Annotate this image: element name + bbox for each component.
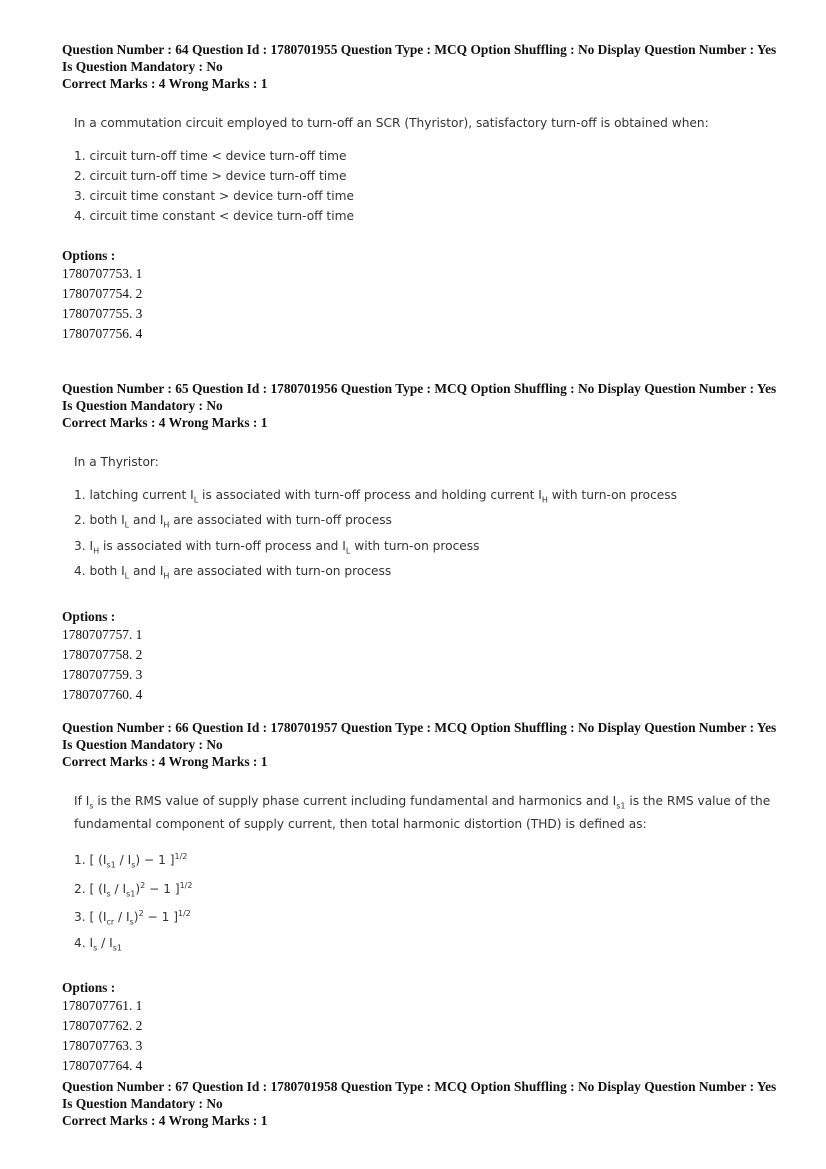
marks-line: Correct Marks : 4 Wrong Marks : 1 (62, 754, 268, 769)
option-item: 1780707755. 3 (62, 306, 143, 321)
option-item: 1780707753. 1 (62, 266, 143, 281)
option-item: 1780707754. 2 (62, 286, 143, 301)
choice-item: 1. [ $(I_{s1} / I_s) - 1$ ]$^{1/2}$ (74, 852, 188, 870)
mandatory-line: Is Question Mandatory : No (62, 59, 223, 74)
question-header (62, 41, 792, 92)
question-stem: If $I_s$ is the RMS value of supply phase current including fundamental and harmonics and $I_{s1}$ is the RMS value of the fundamental component of supply current, then total harmonic distortion (THD) is defined as: (74, 794, 771, 832)
options-label: Options : (62, 248, 116, 263)
mandatory-line: Is Question Mandatory : No (62, 398, 223, 413)
question-meta-line: Question Number : 67 Question Id : 1780701958 Question Type : MCQ Option Shuffling : No Display Question Number : Yes (62, 1079, 777, 1094)
option-item: 1780707756. 4 (62, 326, 143, 341)
option-item: 1780707760. 4 (62, 686, 143, 702)
options-section (62, 980, 792, 1076)
question-meta-line: Question Number : 66 Question Id : 1780701957 Question Type : MCQ Option Shuffling : No Display Question Number : Yes (62, 720, 777, 735)
mandatory-line: Is Question Mandatory : No (62, 1096, 223, 1111)
choice-item: 3. [ $(I_{cr} / I_s)^2 - 1$ ]$^{1/2}$ (74, 909, 191, 927)
question-body (74, 792, 792, 958)
choice-item: 1. circuit turn-off time < device turn-off time (74, 149, 347, 163)
option-item: 1780707764. 4 (62, 1058, 143, 1074)
question-meta-line: Question Number : 65 Question Id : 1780701956 Question Type : MCQ Option Shuffling : No Display Question Number : Yes (62, 381, 777, 396)
options-label: Options : (62, 980, 116, 996)
choice-item: 2. both $I_L$ and $I_H$ are associated with turn-off process (74, 513, 392, 530)
choice-item: 3. $I_H$ is associated with turn-off process and $I_L$ with turn-on process (74, 538, 480, 556)
option-item: 1780707759. 3 (62, 666, 143, 682)
choice-item: 4. $I_s / I_{s1}$ (74, 935, 122, 953)
question-body (74, 453, 792, 587)
question-meta-line: Question Number : 64 Question Id : 1780701955 Question Type : MCQ Option Shuffling : No Display Question Number : Yes (62, 42, 777, 57)
mandatory-line: Is Question Mandatory : No (62, 737, 223, 752)
choice-item: 4. circuit time constant < device turn-off time (74, 209, 354, 223)
choice-item: 4. both $I_L$ and $I_H$ are associated with turn-on process (74, 564, 392, 581)
choice-item: 3. circuit time constant > device turn-off time (74, 189, 354, 203)
question-header (62, 719, 792, 770)
choice-list (74, 485, 792, 587)
question-block-66 (62, 719, 792, 1076)
options-label: Options : (62, 608, 116, 624)
option-item: 1780707763. 3 (62, 1038, 143, 1054)
question-stem: In a Thyristor: (74, 455, 159, 469)
question-stem: In a commutation circuit employed to turn-off an SCR (Thyristor), satisfactory turn-off is obtained when: (74, 116, 709, 130)
option-item: 1780707761. 1 (62, 998, 143, 1014)
question-block-67 (62, 1078, 792, 1129)
choice-list (74, 847, 792, 958)
choice-item: 1. latching current $I_L$ is associated with turn-off process and holding current $I_H$ with turn-on process (74, 488, 677, 505)
choice-item: 2. circuit turn-off time > device turn-off time (74, 169, 347, 183)
choice-list (74, 146, 792, 226)
option-item: 1780707762. 2 (62, 1018, 143, 1034)
choice-item: 2. [ $(I_s / I_{s1})^2 - 1$ ]$^{1/2}$ (74, 880, 193, 899)
question-header (62, 1078, 792, 1129)
question-body (74, 114, 792, 226)
option-item: 1780707758. 2 (62, 646, 143, 662)
options-section (62, 609, 792, 705)
marks-line: Correct Marks : 4 Wrong Marks : 1 (62, 1113, 268, 1128)
marks-line: Correct Marks : 4 Wrong Marks : 1 (62, 415, 268, 430)
question-block-64 (62, 41, 792, 344)
question-header (62, 380, 792, 431)
options-section (62, 248, 792, 344)
option-item: 1780707757. 1 (62, 626, 143, 642)
question-block-65 (62, 380, 792, 705)
marks-line: Correct Marks : 4 Wrong Marks : 1 (62, 76, 268, 91)
